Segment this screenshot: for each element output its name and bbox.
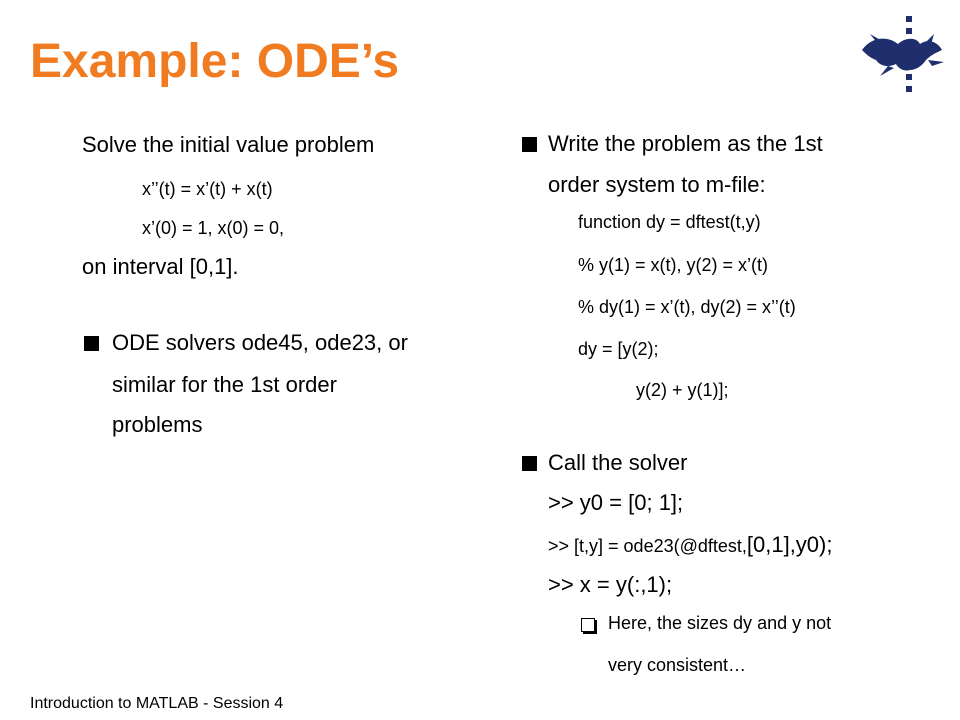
- bullet-text-line: Call the solver: [548, 450, 688, 475]
- code-line: function dy = dftest(t,y): [578, 212, 761, 232]
- command-line: >> y0 = [0; 1];: [548, 490, 684, 515]
- command-text: [0,1],y0);: [746, 532, 833, 557]
- equation-line-2: x’(0) = 1, x(0) = 0,: [142, 218, 285, 238]
- sub-bullet-text-line: very consistent…: [608, 655, 747, 675]
- command-line: >> x = y(:,1);: [548, 572, 673, 597]
- intro-text: Solve the initial value problem: [82, 132, 375, 157]
- command-text: >> [t,y] = ode23(@dftest,: [548, 536, 747, 556]
- command-line: [548, 532, 832, 558]
- code-line: y(2) + y(1)];: [636, 380, 729, 400]
- bullet-square-icon: [522, 137, 537, 152]
- bullet-text-line: similar for the 1st order: [112, 372, 337, 397]
- bullet-text-line: ODE solvers ode45, ode23, or: [112, 330, 408, 355]
- university-logo-icon: [858, 14, 950, 98]
- code-line: % y(1) = x(t), y(2) = x’(t): [578, 255, 769, 275]
- bullet-text-line: Write the problem as the 1st: [548, 131, 823, 156]
- code-line: % dy(1) = x’(t), dy(2) = x’’(t): [578, 297, 796, 317]
- interval-text: on interval [0,1].: [82, 254, 239, 279]
- sub-bullet-text-line: Here, the sizes dy and y not: [608, 613, 832, 633]
- bullet-text-line: order system to m-file:: [548, 172, 766, 197]
- slide-footer: Introduction to MATLAB - Session 4: [30, 695, 284, 712]
- equation-line-1: x’’(t) = x’(t) + x(t): [142, 179, 273, 199]
- bullet-square-icon: [84, 336, 99, 351]
- sub-bullet-box-icon: [581, 618, 595, 632]
- code-line: dy = [y(2);: [578, 339, 659, 359]
- bullet-text-line: problems: [112, 412, 203, 437]
- bullet-square-icon: [522, 456, 537, 471]
- slide-title: Example: ODE’s: [30, 35, 400, 88]
